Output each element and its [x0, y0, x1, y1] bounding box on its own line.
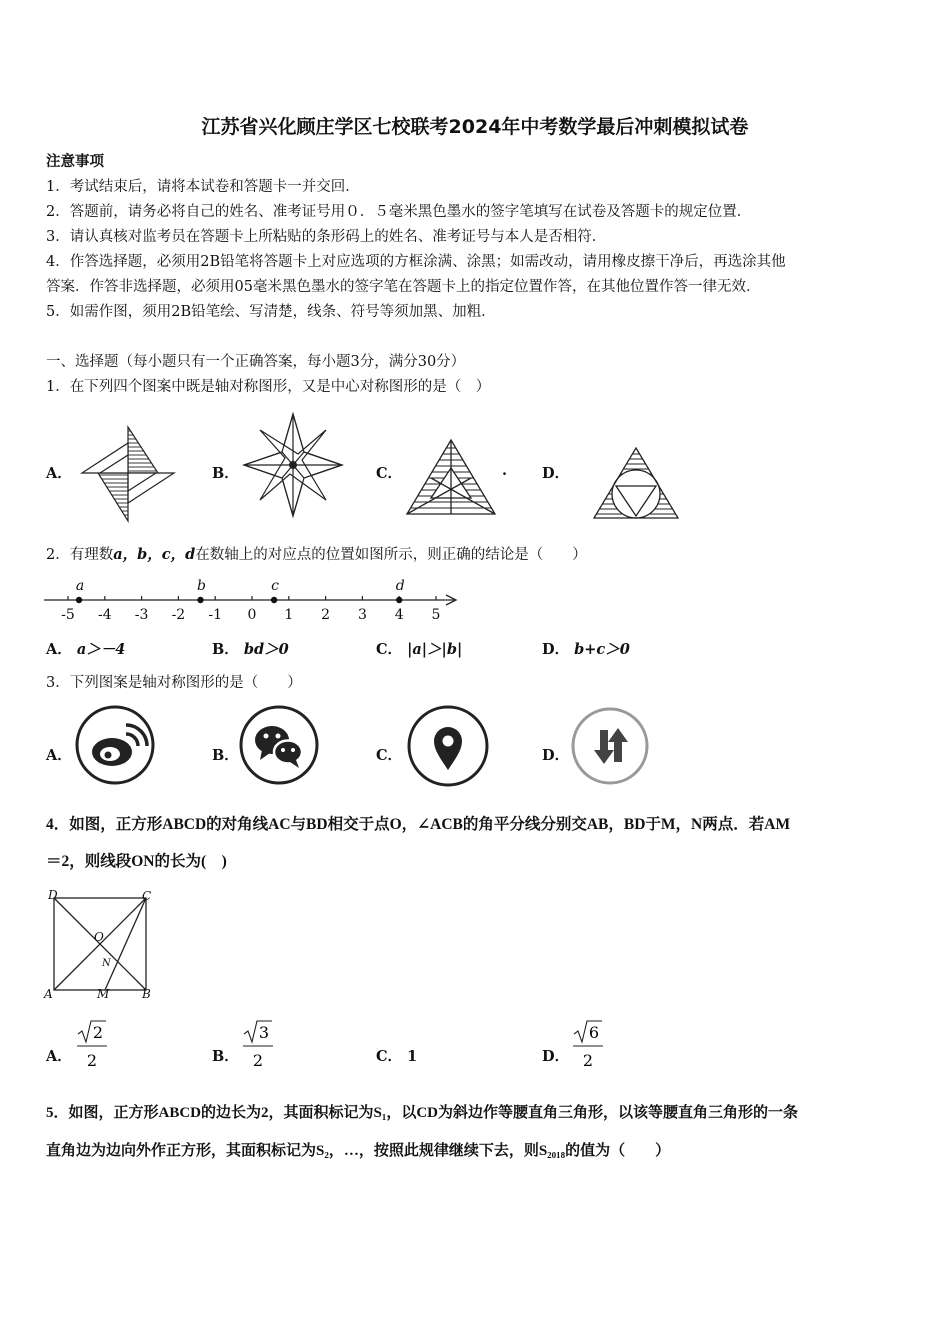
label-o: O	[94, 930, 104, 944]
page-title: 江苏省兴化顾庄学区七校联考2024年中考数学最后冲刺模拟试卷	[201, 116, 749, 138]
number-line-tick-label: 0	[247, 607, 257, 623]
notice-item: 4．作答选择题，必须用2B铅笔将答题卡上对应选项的方框涂满、涂黑；如需改动，请用橡皮擦干净后，再选涂其他	[46, 254, 786, 270]
label-a: A	[44, 987, 53, 1001]
pinwheel-figure	[78, 425, 178, 523]
q1-option-b-label: B．	[212, 465, 239, 482]
number-line	[40, 572, 470, 624]
question-3-text: 3．下列图案是轴对称图形的是（ ）	[46, 675, 302, 691]
section-heading: 一、选择题（每小题只有一个正确答案，每小题3分，满分30分）	[46, 354, 466, 370]
notice-heading: 注意事项	[46, 153, 104, 170]
svg-text:2: 2	[86, 1051, 98, 1070]
number-line-point	[396, 597, 402, 603]
label-b: B	[142, 987, 151, 1001]
q2-option-d: D． b+c＞0	[542, 641, 630, 658]
q2-option-a: A． a＞－4	[46, 641, 126, 658]
svg-text:2: 2	[252, 1051, 264, 1070]
compass-star-figure	[240, 410, 346, 520]
wechat-icon	[238, 704, 320, 786]
q1-option-d-label: D．	[542, 465, 570, 482]
q2-vars: a，b，c，d	[113, 546, 196, 563]
notice-item: 2．答题前，请务必将自己的姓名、准考证号用０．５毫米黑色墨水的签字笔填写在试卷及答题卡的规定位置．	[46, 204, 752, 220]
number-line-tick-label: -1	[208, 607, 223, 623]
question-4-line-1: 4．如图，正方形ABCD的对角线AC与BD相交于点O，∠ACB的角平分线分别交AB，BD于M，N两点．若AM	[46, 816, 791, 833]
number-line-tick-label: 1	[284, 607, 294, 623]
label-d: D	[48, 888, 58, 902]
notice-item: 答案．作答非选择题，必须用05毫米黑色墨水的签字笔在答题卡上的指定位置作答，在其他位置作答一律无效．	[46, 279, 761, 295]
hatched-triangle-figure	[405, 438, 497, 516]
q3-option-c-label: C．	[376, 747, 403, 764]
label-c: C	[142, 889, 152, 903]
number-line-point-label: b	[196, 578, 206, 594]
q1-option-a-label: A．	[46, 465, 72, 482]
number-line-point-label: d	[395, 578, 405, 594]
label-m: M	[97, 987, 110, 1001]
q2-text-post: 在数轴上的对应点的位置如图所示，则正确的结论是（ ）	[195, 547, 587, 563]
number-line-tick-label: 4	[394, 607, 404, 623]
q2-option-c: C． |a|＞|b|	[376, 641, 463, 658]
number-line-tick-label: -2	[171, 607, 186, 623]
notice-item: 3．请认真核对监考员在答题卡上所粘贴的条形码上的姓名、准考证号与本人是否相符．	[46, 229, 607, 245]
number-line-tick-label: -4	[97, 607, 112, 623]
q1-option-c-label: C．	[376, 465, 403, 482]
notice-item: 5．如需作图，须用2B铅笔绘、写清楚，线条、符号等须加黑、加粗．	[46, 304, 496, 320]
q3-option-d-label: D．	[542, 747, 570, 764]
transfer-arrows-icon	[570, 706, 650, 786]
q3-option-b-label: B．	[212, 747, 239, 764]
number-line-tick-label: -5	[61, 607, 75, 623]
q4-option-b-label: B．	[212, 1048, 239, 1065]
notice-item: 1．考试结束后，请将本试卷和答题卡一并交回．	[46, 179, 360, 195]
label-n: N	[102, 958, 111, 969]
svg-text:6: 6	[588, 1023, 600, 1042]
q4-option-a-fraction	[74, 1018, 110, 1072]
q2-text-pre: 2．有理数	[46, 547, 114, 563]
q3-option-a-label: A．	[46, 747, 72, 764]
q1-dot: .	[502, 462, 508, 479]
q2-option-b: B． bd＞0	[212, 641, 289, 658]
circle-triangle-figure	[592, 446, 680, 520]
weibo-icon	[74, 704, 156, 786]
svg-text:2: 2	[92, 1023, 104, 1042]
number-line-tick-label: 5	[431, 607, 441, 623]
question-5-line-2: 直角边为边向外作正方形，其面积标记为S₂，…，按照此规律继续下去，则S₂₀₁₈的值为（ ）	[46, 1143, 671, 1159]
number-line-tick-label: 3	[357, 607, 367, 623]
question-5-line-1: 5．如图，正方形ABCD的边长为2，其面积标记为S₁，以CD为斜边作等腰直角三角形，以该等腰直角三角形的一条	[46, 1105, 799, 1121]
number-line-tick-label: 2	[321, 607, 331, 623]
svg-text:2: 2	[582, 1051, 594, 1070]
q4-option-a-label: A．	[46, 1048, 72, 1065]
number-line-tick-label: -3	[134, 607, 149, 623]
number-line-point	[197, 597, 203, 603]
q4-option-d-fraction	[570, 1018, 606, 1072]
number-line-point	[76, 597, 82, 603]
location-pin-icon	[406, 704, 490, 788]
question-2-text	[46, 545, 587, 565]
number-line-point	[271, 597, 277, 603]
number-line-point-label: c	[271, 578, 280, 594]
number-line-point-label: a	[75, 578, 85, 594]
q4-option-c: C． 1	[376, 1048, 418, 1065]
square-diagonals-figure	[40, 886, 160, 1004]
q4-option-b-fraction	[240, 1018, 276, 1072]
q4-option-d-label: D．	[542, 1048, 570, 1065]
svg-text:3: 3	[258, 1023, 270, 1042]
question-4-line-2: ＝2，则线段ON的长为( )	[46, 853, 227, 870]
question-1-text: 1．在下列四个图案中既是轴对称图形，又是中心对称图形的是（ ）	[46, 379, 491, 395]
